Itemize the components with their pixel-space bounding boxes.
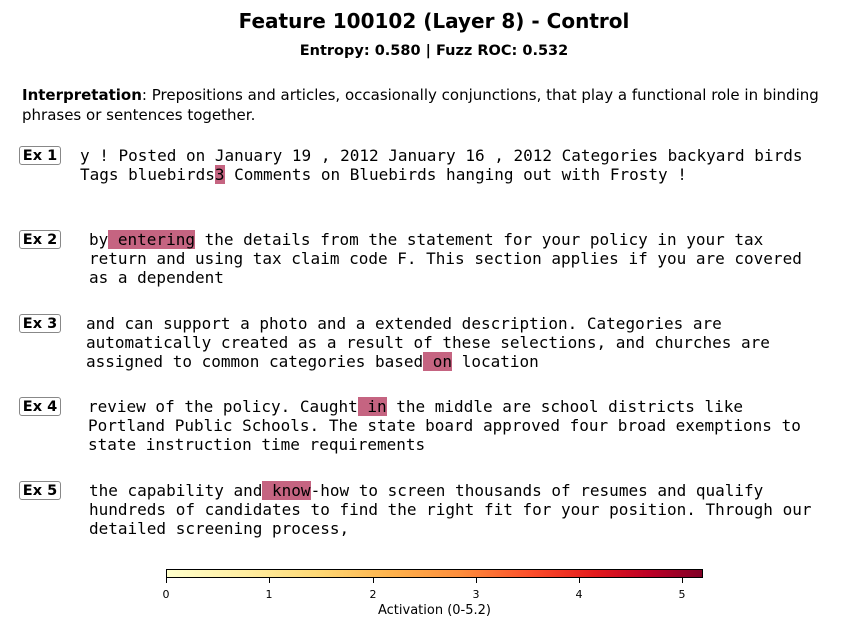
example-label-4: Ex 4: [19, 397, 61, 416]
token-span: assigned to common categories based: [86, 352, 424, 371]
colorbar-tick: [476, 578, 477, 583]
example-text-5: [89, 481, 811, 538]
interpretation-label: Interpretation: [22, 86, 142, 104]
token-span: the capability and: [89, 481, 263, 500]
example-text-3: [86, 314, 770, 371]
example-line: [89, 249, 802, 268]
colorbar-tick-label: 3: [472, 588, 480, 601]
token-span: the details from the statement for your policy in your tax: [194, 230, 764, 249]
example-line: [89, 500, 811, 519]
token-span: review of the policy. Caught: [88, 397, 358, 416]
token-span: hundreds of candidates to find the right fit for your position. Through our: [89, 500, 812, 519]
token-span: by: [89, 230, 109, 249]
token-span: Comments on Bluebirds hanging out with Frosty !: [224, 165, 687, 184]
example-text-2: [89, 230, 802, 287]
token-span: y ! Posted on January 19 , 2012 January 16 , 2012 Categories backyard birds: [80, 146, 803, 165]
highlighted-token: entering: [108, 230, 195, 249]
example-label-2: Ex 2: [19, 230, 61, 249]
colorbar-tick-label: 4: [575, 588, 583, 601]
colorbar-tick: [269, 578, 270, 583]
example-label-3: Ex 3: [19, 314, 61, 333]
chart-title: Feature 100102 (Layer 8) - Control: [238, 9, 630, 33]
example-text-1: [80, 146, 802, 184]
colorbar-tick: [373, 578, 374, 583]
example-line: [80, 146, 802, 165]
example-text-4: [88, 397, 801, 454]
colorbar-tick-label: 1: [265, 588, 273, 601]
colorbar-tick-label: 5: [678, 588, 686, 601]
token-span: and can support a photo and a extended description. Categories are: [86, 314, 722, 333]
example-line: [80, 165, 802, 184]
example-line: [89, 481, 811, 500]
example-label-1: Ex 1: [19, 146, 61, 165]
example-line: [89, 268, 802, 287]
token-span: automatically created as a result of these selections, and churches are: [86, 333, 770, 352]
example-line: [89, 230, 802, 249]
token-span: location: [452, 352, 539, 371]
interpretation-text: : Prepositions and articles, occasionally conjunctions, that play a functional role in binding phrases or sentences together.: [22, 86, 819, 124]
colorbar-tick-label: 0: [162, 588, 170, 601]
colorbar-tick-label: 2: [369, 588, 377, 601]
highlighted-token: in: [357, 397, 387, 416]
colorbar-tick: [682, 578, 683, 583]
highlighted-token: 3: [214, 165, 225, 184]
example-line: [88, 435, 801, 454]
token-span: state instruction time requirements: [88, 435, 426, 454]
colorbar-tick: [579, 578, 580, 583]
token-span: return and using tax claim code F. This section applies if you are covered: [89, 249, 802, 268]
highlighted-token: on: [423, 352, 453, 371]
token-span: Tags bluebirds: [80, 165, 215, 184]
highlighted-token: know: [262, 481, 311, 500]
example-line: [89, 519, 811, 538]
colorbar-label: Activation (0-5.2): [378, 603, 491, 618]
token-span: as a dependent: [89, 268, 224, 287]
token-span: -how to screen thousands of resumes and qualify: [310, 481, 764, 500]
colorbar: [166, 569, 703, 578]
example-line: [86, 352, 770, 371]
chart-subtitle: Entropy: 0.580 | Fuzz ROC: 0.532: [299, 43, 569, 59]
example-line: [86, 314, 770, 333]
token-span: the middle are school districts like: [386, 397, 744, 416]
example-label-5: Ex 5: [19, 481, 61, 500]
token-span: detailed screening process,: [89, 519, 350, 538]
example-line: [88, 397, 801, 416]
colorbar-tick: [166, 578, 167, 583]
interpretation: [22, 86, 852, 125]
token-span: Portland Public Schools. The state board approved four broad exemptions to: [88, 416, 801, 435]
example-line: [88, 416, 801, 435]
example-line: [86, 333, 770, 352]
